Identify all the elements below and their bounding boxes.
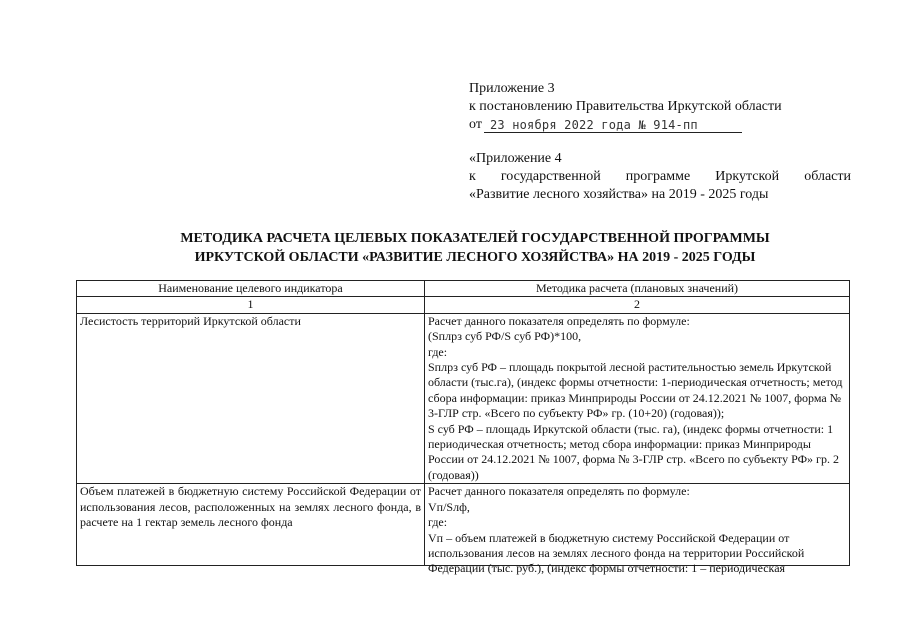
method-line: где: <box>428 344 448 359</box>
table-row <box>77 484 850 566</box>
indicator-name: Лесистость территорий Иркутской области <box>77 313 425 483</box>
method-definition: Sплрз суб РФ – площадь покрытой лесной растительностью земель Иркутской области (тыс.га), (индекс формы отчетности: 1-периодическая отчетность; метод сбора информации: приказ Минприроды России от 24.12.2021 № 1007, форма № 3-ГЛР стр. «Всего по субъекту РФ» гр. (10+20) (годовая)); <box>428 360 843 421</box>
header-indicator-name: Наименование целевого индикатора <box>77 281 425 297</box>
from-label: от <box>469 117 482 132</box>
program-appendix-block <box>469 150 851 204</box>
method-line: Расчет данного показателя определять по формуле: <box>428 484 690 499</box>
table-header-row <box>77 281 850 297</box>
appendix-number: Приложение 3 <box>469 81 555 96</box>
indicators-table <box>76 280 850 576</box>
title-line-2: ИРКУТСКОЙ ОБЛАСТИ «РАЗВИТИЕ ЛЕСНОГО ХОЗЯЙСТВА» НА 2019 - 2025 ГОДЫ <box>194 250 756 265</box>
method-definition: Vп – объем платежей в бюджетную систему Российской Федерации от использования лесов на землях лесного фонда на территории Российской Федерации (тыс. руб.), (индекс формы отчетности: 1 – периодическая <box>428 530 805 576</box>
column-number-2: 2 <box>425 297 850 313</box>
title-line-1: МЕТОДИКА РАСЧЕТА ЦЕЛЕВЫХ ПОКАЗАТЕЛЕЙ ГОСУДАРСТВЕННОЙ ПРОГРАММЫ <box>180 231 770 246</box>
header-method: Методика расчета (плановых значений) <box>425 281 850 297</box>
indicator-method <box>425 484 850 576</box>
appendix-resolution: к постановлению Правительства Иркутской области <box>469 99 782 114</box>
method-line: Расчет данного показателя определять по формуле: <box>428 313 690 328</box>
table-number-row <box>77 297 850 313</box>
method-clip <box>428 484 846 576</box>
program-appendix-ref: к государственной программе Иркутской области <box>469 169 851 184</box>
method-formula: Vп/Sлф, <box>428 499 470 514</box>
document-title <box>80 229 870 267</box>
method-line: где: <box>428 515 448 530</box>
method-definition: S суб РФ – площадь Иркутской области (тыс. га), (индекс формы отчетности: 1 периодическая отчетность; метод сбора информации: приказ Минприроды России от 24.12.2021 № 1007, форма № 3-ГЛР стр. «Всего по субъекту РФ» гр. 2 (годовая)) <box>428 421 839 482</box>
program-appendix-number: «Приложение 4 <box>469 151 562 166</box>
table-row <box>77 313 850 483</box>
column-number-1: 1 <box>77 297 425 313</box>
appendix-date-line <box>469 116 851 134</box>
program-appendix-name: «Развитие лесного хозяйства» на 2019 - 2025 годы <box>469 187 769 202</box>
appendix-block <box>469 80 851 134</box>
indicator-name: Объем платежей в бюджетную систему Российской Федерации от использования лесов, расположенных на землях лесного фонда, в расчете на 1 гектар земель лесного фонда <box>77 484 425 566</box>
method-formula: (Sпл​рз суб РФ/S суб РФ)*100, <box>428 329 582 344</box>
date-stamp: 23 ноября 2022 года № 914-пп <box>484 118 742 133</box>
indicator-method <box>425 313 850 483</box>
